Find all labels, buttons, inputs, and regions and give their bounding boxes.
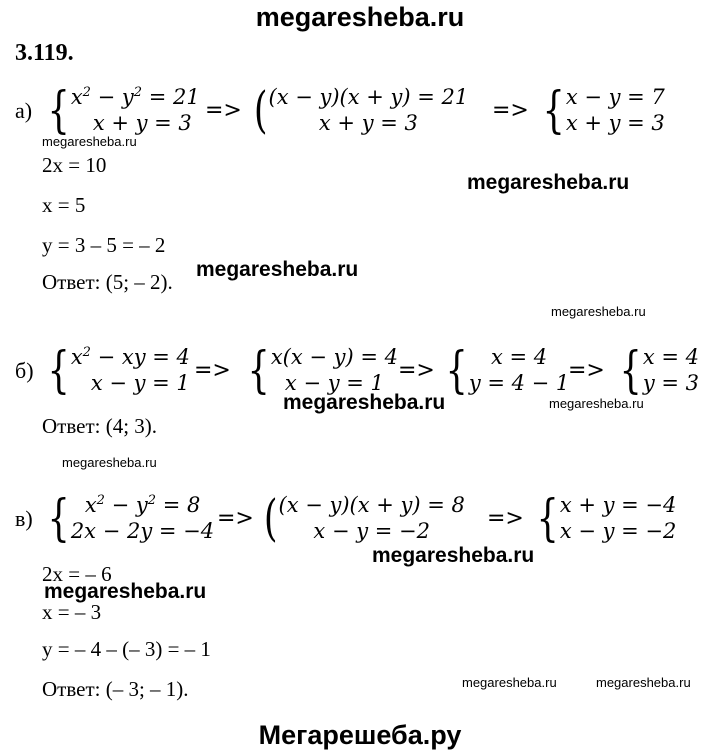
solution-step: x = 5 [42, 193, 86, 217]
equation-row: x − y = −2 [559, 519, 677, 543]
equation-row: y = 4 − 1 [468, 371, 570, 395]
part-b-system-1 [38, 341, 190, 399]
equation-row: x = 4 [642, 345, 699, 369]
brace-icon: { [47, 341, 70, 399]
part-c-label: в) [15, 506, 33, 531]
equation-row: (x − y)(x + y) = 21 [268, 85, 469, 109]
solution-step: 2x = – 6 [42, 562, 112, 586]
brace-icon: { [47, 81, 70, 139]
problem-number: 3.119. [15, 40, 74, 66]
watermark: megaresheba.ru [196, 258, 359, 281]
implies-arrow: => [194, 358, 231, 383]
equation-row: (x − y)(x + y) = 8 [278, 493, 465, 517]
part-b-label: б) [15, 358, 34, 383]
equation-row: x − y = 1 [90, 371, 190, 395]
answer-text: Ответ: (4; 3). [42, 414, 158, 438]
solution-step: y = 3 – 5 = – 2 [42, 233, 166, 257]
brace-icon: ( [253, 81, 268, 139]
equation-row: x − y = 1 [284, 371, 384, 395]
watermark: megaresheba.ru [551, 304, 646, 319]
equation-row: x + y = 3 [565, 111, 665, 135]
implies-arrow: => [205, 98, 242, 123]
part-a-system-1 [38, 81, 200, 139]
brace-icon: { [536, 489, 559, 547]
equation-row: x + y = −4 [559, 493, 677, 517]
equation-row: $x^2$ − xy = 4 [70, 345, 190, 369]
equation-row: $x^2 - y^2 = 21$ [70, 85, 200, 109]
implies-arrow: => [398, 358, 435, 383]
watermark: megaresheba.ru [549, 396, 644, 411]
equation-row: x = 4 [490, 345, 548, 369]
watermark: megaresheba.ru [372, 544, 535, 567]
solution-step: x = – 3 [42, 600, 102, 624]
answer-text: Ответ: (5; – 2). [42, 270, 173, 294]
watermark: megaresheba.ru [462, 675, 557, 690]
part-c-system-1 [38, 489, 215, 547]
solution-step: 2x = 10 [42, 153, 107, 177]
equation-row: x − y = 7 [565, 85, 665, 109]
brace-icon: { [247, 341, 270, 399]
solution-step: y = – 4 – (– 3) = – 1 [42, 637, 211, 661]
header-site-title: megaresheba.ru [255, 2, 465, 32]
part-b-system-3 [436, 341, 570, 399]
part-b-system-2 [238, 341, 399, 399]
part-a-label: а) [15, 98, 33, 123]
footer-site-title: Мегарешеба.ру [258, 720, 462, 750]
watermark: megaresheba.ru [42, 134, 137, 149]
equation-row: $x^2 - y^2 = 8$ [84, 493, 201, 517]
watermark: megaresheba.ru [596, 675, 691, 690]
implies-arrow: => [568, 358, 605, 383]
implies-arrow: => [492, 98, 529, 123]
brace-icon: { [619, 341, 642, 399]
equation-row: x(x − y) = 4 [270, 345, 399, 369]
implies-arrow: => [217, 506, 254, 531]
equation-row: x + y = 3 [318, 111, 418, 135]
watermark: megaresheba.ru [44, 580, 207, 603]
part-c-system-3 [527, 489, 677, 547]
brace-icon: { [542, 81, 565, 139]
watermark: megaresheba.ru [283, 391, 446, 414]
watermark: megaresheba.ru [62, 455, 157, 470]
equation-row: x − y = −2 [313, 519, 430, 543]
brace-icon: { [47, 489, 70, 547]
answer-text: Ответ: (– 3; – 1). [42, 677, 189, 701]
brace-icon: { [445, 341, 468, 399]
equation-row: x + y = 3 [92, 111, 192, 135]
part-c-system-2 [258, 489, 465, 547]
brace-icon: ( [263, 489, 278, 547]
part-a-system-2 [248, 81, 469, 139]
equation-row: 2x − 2y = −4 [70, 519, 215, 543]
watermark: megaresheba.ru [467, 171, 630, 194]
part-a-system-3 [533, 81, 665, 139]
equation-row: y = 3 [642, 371, 699, 395]
implies-arrow: => [487, 506, 524, 531]
part-b-system-4 [610, 341, 699, 399]
